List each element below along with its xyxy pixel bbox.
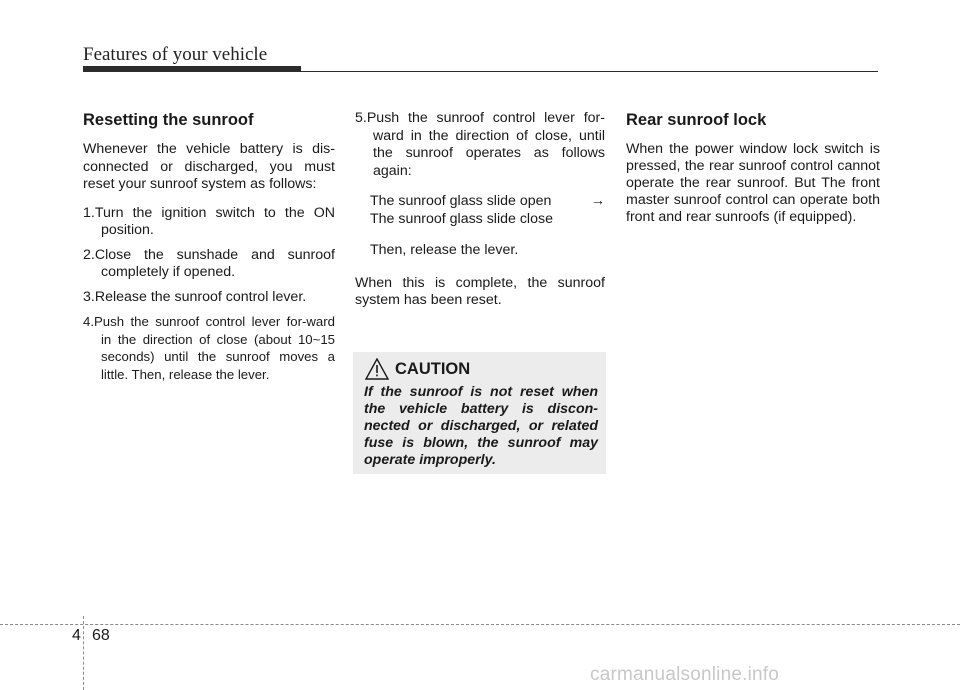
column-right <box>626 110 880 237</box>
step-number: 2. <box>83 246 95 263</box>
step-number: 5. <box>355 110 367 126</box>
step-number: 3. <box>83 288 95 305</box>
list-item <box>83 289 335 307</box>
caution-header <box>365 358 470 380</box>
list-item <box>83 313 335 383</box>
column-left <box>83 110 335 390</box>
step-text: Push the sunroof control lever for-ward in the direction of close, until the sunroof operates as follows again: <box>366 110 605 179</box>
footer-divider <box>83 616 84 690</box>
step-text: Close the sunshade and sunroof completely if opened. <box>94 246 335 280</box>
caution-box <box>353 352 606 474</box>
step-text: Release the sunroof control lever. <box>94 288 307 305</box>
release-instruction: Then, release the lever. <box>370 242 519 258</box>
header-title: Features of your vehicle <box>83 44 268 65</box>
intro-paragraph: Whenever the vehicle battery is dis-connected or discharged, you must reset your sunroof system as follows: <box>83 141 335 192</box>
reset-steps-list <box>83 205 335 384</box>
step-number: 1. <box>83 204 95 221</box>
warning-triangle-icon <box>365 358 389 380</box>
caution-body: If the sunroof is not reset when the vehicle battery is discon-nected or discharged, or related fuse is blown, the sunroof may operate improperly. <box>364 384 598 468</box>
column-middle <box>355 110 605 321</box>
chapter-number: 4 <box>72 627 81 644</box>
caution-title: CAUTION <box>395 359 471 378</box>
step-number: 4. <box>83 314 94 329</box>
header-rule-thin <box>83 71 878 72</box>
page-number: 68 <box>92 627 110 644</box>
operation-sequence <box>355 193 605 228</box>
footer-rule <box>0 624 960 625</box>
step-text: Turn the ignition switch to the ON position. <box>94 204 335 238</box>
sequence-close: The sunroof glass slide close <box>370 210 553 227</box>
completion-paragraph: When this is complete, the sunroof system has been reset. <box>355 274 605 308</box>
arrow-right-icon: → <box>590 193 605 209</box>
list-item <box>83 247 335 282</box>
watermark: carmanualsonline.info <box>590 664 780 685</box>
section-heading-resetting: Resetting the sunroof <box>83 111 254 129</box>
reset-steps-list-continued <box>355 110 605 180</box>
rear-lock-paragraph: When the power window lock switch is pressed, the rear sunroof control cannot operate the rear sunroof. But The front master sunroof control can operate both front and rear sunroofs (if equipped). <box>626 141 880 225</box>
list-item <box>355 110 605 180</box>
section-heading-rear-sunroof-lock: Rear sunroof lock <box>626 111 767 129</box>
sequence-open: The sunroof glass slide open <box>370 193 552 209</box>
step-text: Push the sunroof control lever for-ward in the direction of close (about 10~15 seconds) until the sunroof moves a little. Then, release the lever. <box>94 314 335 382</box>
list-item <box>83 205 335 240</box>
